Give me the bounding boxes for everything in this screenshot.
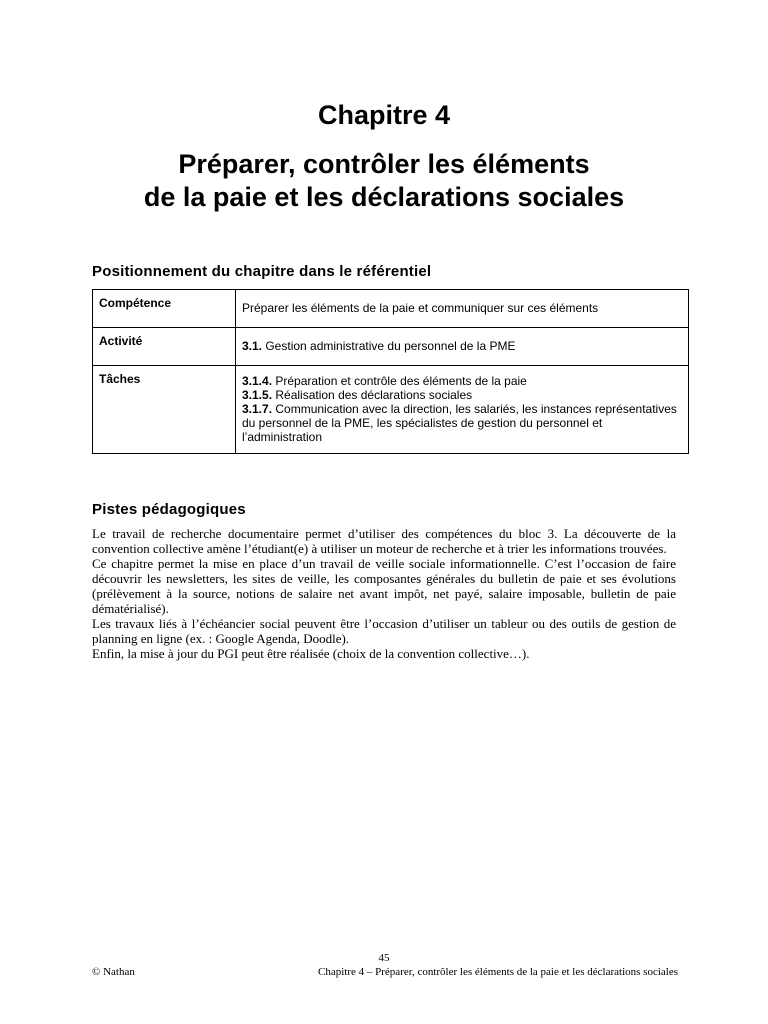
table-row xyxy=(93,328,689,366)
taches-label: Tâches xyxy=(93,366,236,454)
activite-label: Activité xyxy=(93,328,236,366)
positionnement-heading: Positionnement du chapitre dans le référentiel xyxy=(92,263,432,280)
pistes-heading: Pistes pédagogiques xyxy=(92,501,246,518)
task-number: 3.1.4. xyxy=(242,374,273,388)
task-item xyxy=(242,402,682,444)
paragraph: Le travail de recherche documentaire permet d’utiliser des compétences du bloc 3. La découverte de la convention collective amène l’étudiant(e) à utiliser un moteur de recherche et à trier les informations trouvées. xyxy=(92,526,676,556)
chapter-title xyxy=(0,148,768,214)
task-item xyxy=(242,388,682,402)
table-row xyxy=(93,366,689,454)
activite-value xyxy=(236,328,689,366)
competence-value: Préparer les éléments de la paie et communiquer sur ces éléments xyxy=(236,290,689,328)
chapter-number: Chapitre 4 xyxy=(317,100,451,130)
task-number: 3.1.7. xyxy=(242,402,273,416)
task-text: Réalisation des déclarations sociales xyxy=(272,388,473,402)
task-text: Communication avec la direction, les salariés, les instances représentatives du personnel de la PME, les spécialistes de gestion du personnel et l’administration xyxy=(242,402,677,444)
activite-number: 3.1. xyxy=(242,339,263,353)
task-item xyxy=(242,374,682,388)
taches-value xyxy=(236,366,689,454)
competence-label: Compétence xyxy=(93,290,236,328)
activite-text: Gestion administrative du personnel de la PME xyxy=(262,339,516,353)
footer-running-title: Chapitre 4 – Préparer, contrôler les éléments de la paie et les déclarations sociales xyxy=(318,966,678,978)
task-number: 3.1.5. xyxy=(242,388,273,402)
page-number: 45 xyxy=(378,952,390,964)
paragraph: Les travaux liés à l’échéancier social peuvent être l’occasion d’utiliser un tableur ou des outils de gestion de planning en ligne (ex. : Google Agenda, Doodle). xyxy=(92,616,676,646)
chapter-title-line-2: de la paie et les déclarations sociales xyxy=(143,182,625,212)
pistes-body xyxy=(92,526,676,661)
table-row xyxy=(93,290,689,328)
referentiel-table xyxy=(92,289,689,454)
footer-copyright: © Nathan xyxy=(92,966,135,978)
chapter-title-line-1: Préparer, contrôler les éléments xyxy=(178,149,590,179)
paragraph: Enfin, la mise à jour du PGI peut être réalisée (choix de la convention collective…). xyxy=(92,646,530,661)
task-text: Préparation et contrôle des éléments de la paie xyxy=(272,374,527,388)
paragraph: Ce chapitre permet la mise en place d’un travail de veille sociale informationnelle. C’est l’occasion de faire découvrir les newsletters, les sites de veille, les composantes générales du bulletin de paie et ses évolutions (prélèvement à la source, notions de salaire net avant impôt, net payé, salaire imposable, bulletin de paie dématérialisé). xyxy=(92,556,676,616)
